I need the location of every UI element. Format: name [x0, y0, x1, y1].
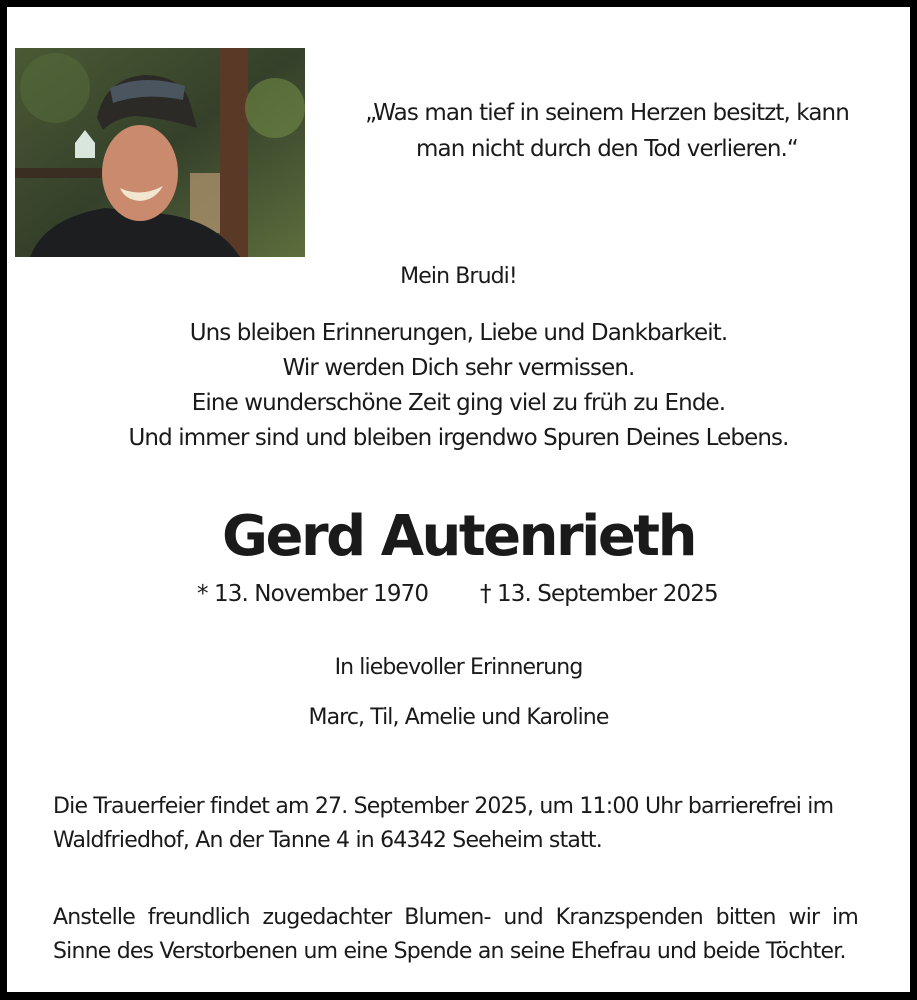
- quote-line-1: „Was man tief in seinem Herzen besitzt, kann: [365, 100, 849, 126]
- service-details: Die Trauerfeier findet am 27. September 2025, um 11:00 Uhr barrierefrei im Waldfriedhof, An der Tanne 4 in 64342 Seeheim statt.: [53, 794, 834, 853]
- portrait-illustration: [15, 48, 305, 257]
- deceased-name: Gerd Autenrieth: [222, 504, 695, 569]
- verse-line: Uns bleiben Erinnerungen, Liebe und Dankbarkeit.: [189, 320, 728, 346]
- birth-date: * 13. November 1970: [197, 581, 429, 607]
- obituary-card: [7, 7, 910, 992]
- verse-line: Und immer sind und bleiben irgendwo Spuren Deines Lebens.: [128, 425, 789, 451]
- verse-line: Eine wunderschöne Zeit ging viel zu früh zu Ende.: [191, 390, 726, 416]
- family-names: Marc, Til, Amelie und Karoline: [308, 705, 609, 730]
- quote-line-2: man nicht durch den Tod verlieren.“: [416, 136, 798, 162]
- verse-line: Wir werden Dich sehr vermissen.: [282, 355, 635, 381]
- quote: [312, 95, 902, 167]
- memorial-phrase: In liebevoller Erinnerung: [334, 655, 583, 680]
- portrait-photo: [15, 48, 305, 257]
- death-date: † 13. September 2025: [480, 581, 718, 607]
- verses: [7, 316, 910, 456]
- donation-request: Anstelle freundlich zugedachter Blumen- und Kranzspenden bitten wir im Sinne des Verstorbenen um eine Spende an seine Ehefrau und beide Töchter.: [53, 905, 858, 964]
- greeting: Mein Brudi!: [400, 264, 517, 289]
